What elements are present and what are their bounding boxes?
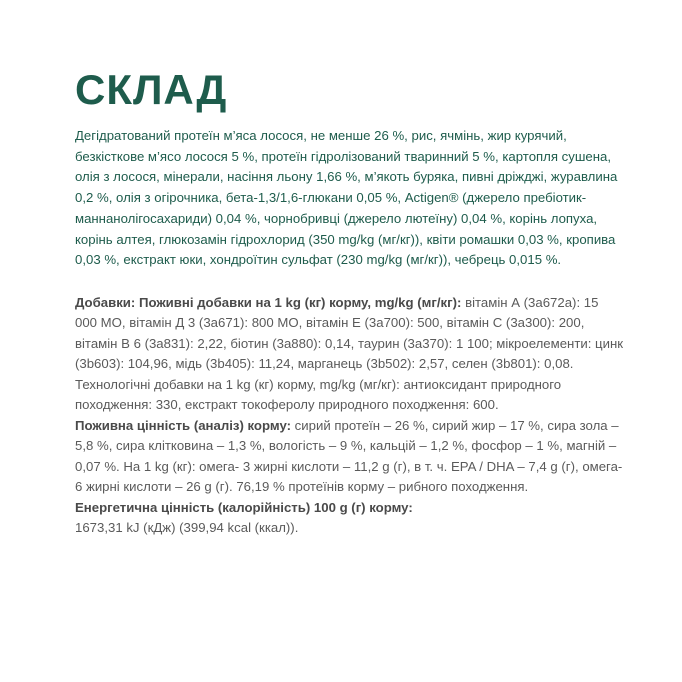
nutrition-text: сирий протеїн – 26 %, сирий жир – 17 %, сира зола – 5,8 %, сира клітковина – 1,3 %, вологість – 9 %, кальцій – 1,2 %, фосфор – 1 %, магній – 0,07 %. На 1 kg (кг): омега- 3 жирні кислоти – 11,2 g (г), в т. ч. EPA / DHA – 7,4 g (г), омега- 6 жирні кислоти – 26 g (г). 76,19 % протеїнів корму – рибного походження. bbox=[75, 417, 623, 495]
additives-block bbox=[75, 293, 624, 539]
additives-label: Добавки: Поживні добавки на 1 kg (кг) корму, mg/kg (мг/кг): bbox=[75, 294, 462, 310]
nutrition-label: Поживна цінність (аналіз) корму: bbox=[75, 417, 291, 433]
section-heading: СКЛАД bbox=[75, 66, 228, 113]
additives-text: вітамін А (3a672a): 15 000 МО, вітамін Д 3 (3a671): 800 МО, вітамін Е (3a700): 500, вітамін С (3a300): 200, вітамін В 6 (3a831): 2,22, біотин (3a880): 0,14, таурин (3a370): 1 100; мікроелементи: цинк (3b603): 104,96, мідь (3b405): 11,24, марганець (3b502): 2,57, селен (3b801): 0,08. Технологічні добавки на 1 kg (кг) корму, mg/kg (мг/кг): антиоксидант природного походження: 330, екстракт токоферолу природного походження: 600. bbox=[75, 294, 624, 413]
composition-text: Дегідратований протеїн м’яса лосося, не менше 26 %, рис, ячмінь, жир курячий, безкісткове м’ясо лосося 5 %, протеїн гідролізований тваринний 5 %, картопля сушена, олія з лосося, мінерали, насіння льону 1,66 %, м’якоть буряка, пивні дріжджі, журавлина 0,2 %, олія з огірочника, бета-1,3/1,6-глюкани 0,05 %, Actigen® (джерело пребіотик-маннанолігосахариди) 0,04 %, чорнобривці (джерело лютеїну) 0,04 %, корінь лопуха, корінь алтея, глюкозамін гідрохлорид (350 mg/kg (мг/кг)), квіти ромашки 0,03 %, кропива 0,03 %, екстракт юки, хондроїтин сульфат (230 mg/kg (мг/кг)), чебрець 0,015 %. bbox=[75, 128, 618, 268]
energy-text: 1673,31 kJ (кДж) (399,94 kcal (ккал)). bbox=[75, 520, 299, 536]
energy-label: Енергетична цінність (калорійність) 100 g (г) корму: bbox=[75, 499, 413, 515]
